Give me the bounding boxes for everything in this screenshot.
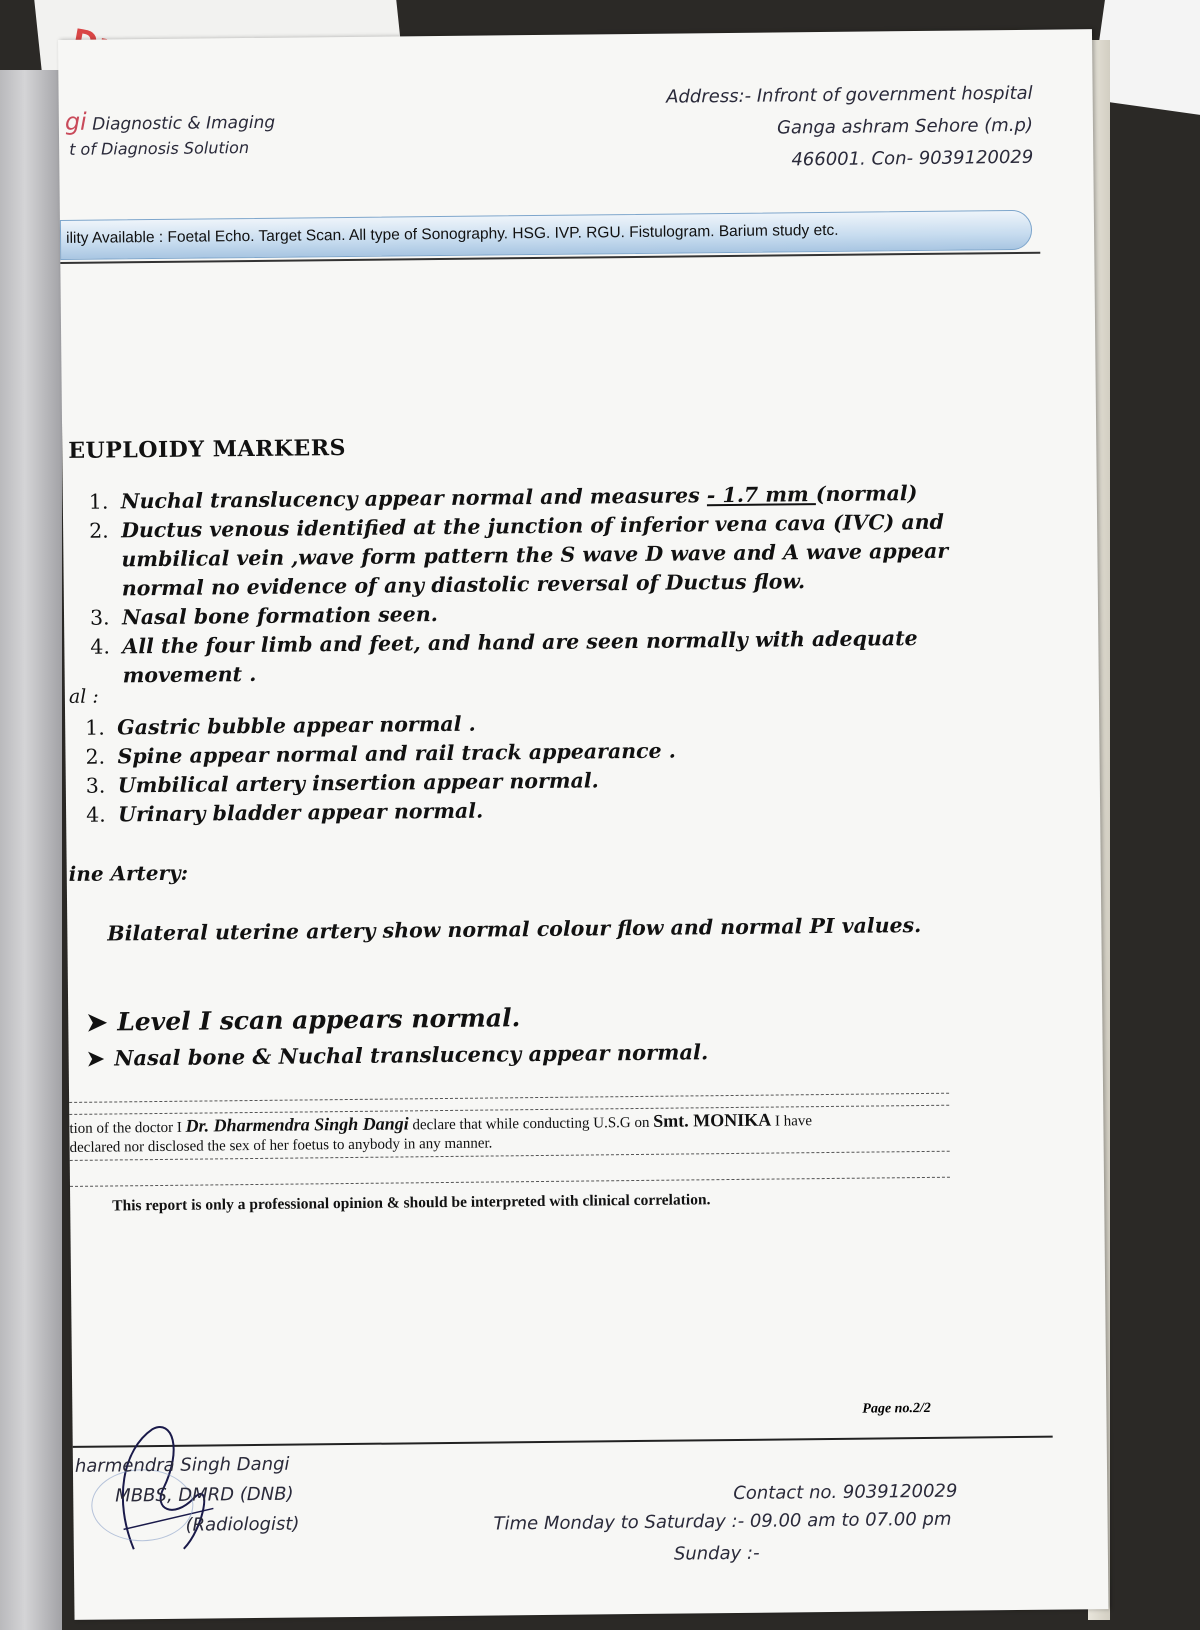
- disclaimer: This report is only a professional opinion & should be interpreted with clinical correlation.: [112, 1191, 711, 1215]
- address-line: 466001. Con- 9039120029: [791, 146, 1034, 171]
- nt-text: Nuchal translucency appear normal and measures: [120, 483, 707, 514]
- list-item: [86, 793, 786, 829]
- doctor-role: (Radiologist): [185, 1513, 300, 1536]
- item-number: 3.: [89, 605, 110, 630]
- item-text: Umbilical artery insertion appear normal.: [117, 768, 599, 798]
- item-text: Ductus venous identified at the junction of inferior vena cava (IVC) and umbilical vein ,wave form pattern the S wave D wave and A wave appear normal no evidence of any diastolic reversal of Ductus flow.: [121, 509, 949, 601]
- page-number: Page no.2/2: [862, 1400, 931, 1417]
- item-text: Urinary bladder appear normal.: [117, 798, 484, 827]
- list-item: [89, 507, 1010, 604]
- declaration-patient: Smt. MONIKA: [653, 1109, 772, 1131]
- impression-text: Nasal bone & Nuchal translucency appear normal.: [114, 1039, 709, 1071]
- doctor-signature-block: [75, 1450, 300, 1542]
- binder-spine: [0, 70, 62, 1630]
- clinic-address: [612, 78, 1033, 178]
- address-line: Ganga ashram Sehore (m.p): [776, 114, 1034, 139]
- doctor-qualification: MBBS, DMRD (DNB): [115, 1483, 294, 1507]
- clinic-logo: [65, 106, 276, 136]
- item-number: 1.: [85, 715, 105, 740]
- declaration: [69, 1109, 969, 1158]
- item-number: 2.: [89, 518, 109, 543]
- declaration-prefix: tion of the doctor I: [69, 1119, 186, 1137]
- impression-text: Level I scan appears normal.: [117, 1003, 521, 1037]
- nt-value: - 1.7 mm: [706, 482, 816, 508]
- item-number: 3.: [85, 773, 106, 798]
- item-number: 4.: [85, 802, 106, 827]
- impression-line: [87, 1039, 709, 1071]
- item-text: All the four limb and feet, and hand are seen normally with adequate movement .: [122, 626, 918, 688]
- report-page: [58, 29, 1108, 1620]
- item-number: 4.: [90, 634, 111, 659]
- impression-line: [86, 1003, 520, 1037]
- item-text: Gastric bubble appear normal .: [117, 711, 476, 740]
- arrow-bullet-icon: ➤: [86, 1007, 108, 1037]
- arrow-bullet-icon: ➤: [86, 1045, 105, 1071]
- brand-fragment: gi: [64, 107, 87, 136]
- section-title-fetal: al :: [68, 685, 99, 708]
- working-hours: Time Monday to Saturday :- 09.00 am to 07.00 pm: [493, 1508, 952, 1535]
- item-number: 1.: [88, 489, 109, 514]
- doctor-name: harmendra Singh Dangi: [74, 1453, 290, 1477]
- item-number: 2.: [85, 744, 106, 769]
- item-text: Spine appear normal and rail track appearance .: [117, 738, 677, 769]
- euploidy-list: [89, 478, 1011, 691]
- section-title-uterine: ine Artery:: [68, 860, 189, 886]
- facility-banner-text: ility Available : Foetal Echo. Target Scan. All type of Sonography. HSG. IVP. RGU. Fistulogram. Barium study etc.: [65, 221, 839, 247]
- declaration-middle: declare that while conducting U.S.G on: [408, 1114, 654, 1134]
- brand-name: Diagnostic & Imaging: [92, 112, 276, 135]
- uterine-artery-finding: Bilateral uterine artery show normal colour flow and normal PI values.: [107, 913, 922, 946]
- dashed-divider: [70, 1177, 950, 1187]
- fetal-list: [85, 706, 786, 829]
- clinic-tagline: t of Diagnosis Solution: [69, 138, 250, 159]
- dashed-divider: [69, 1093, 949, 1103]
- declaration-doctor: Dr. Dharmendra Singh Dangi: [185, 1113, 409, 1136]
- item-text: Nasal bone formation seen.: [121, 602, 438, 630]
- address-line: Address:- Infront of government hospital: [666, 82, 1033, 108]
- list-item: [90, 623, 1011, 691]
- nt-status: (normal): [815, 481, 918, 507]
- declaration-suffix: I have: [771, 1113, 813, 1130]
- section-title-euploidy: EUPLOIDY MARKERS: [68, 435, 347, 464]
- contact-number: Contact no. 9039120029: [733, 1480, 958, 1505]
- declaration-line2: declared nor disclosed the sex of her foetus to anybody in any manner.: [69, 1135, 493, 1156]
- sunday-hours: Sunday :-: [673, 1542, 760, 1565]
